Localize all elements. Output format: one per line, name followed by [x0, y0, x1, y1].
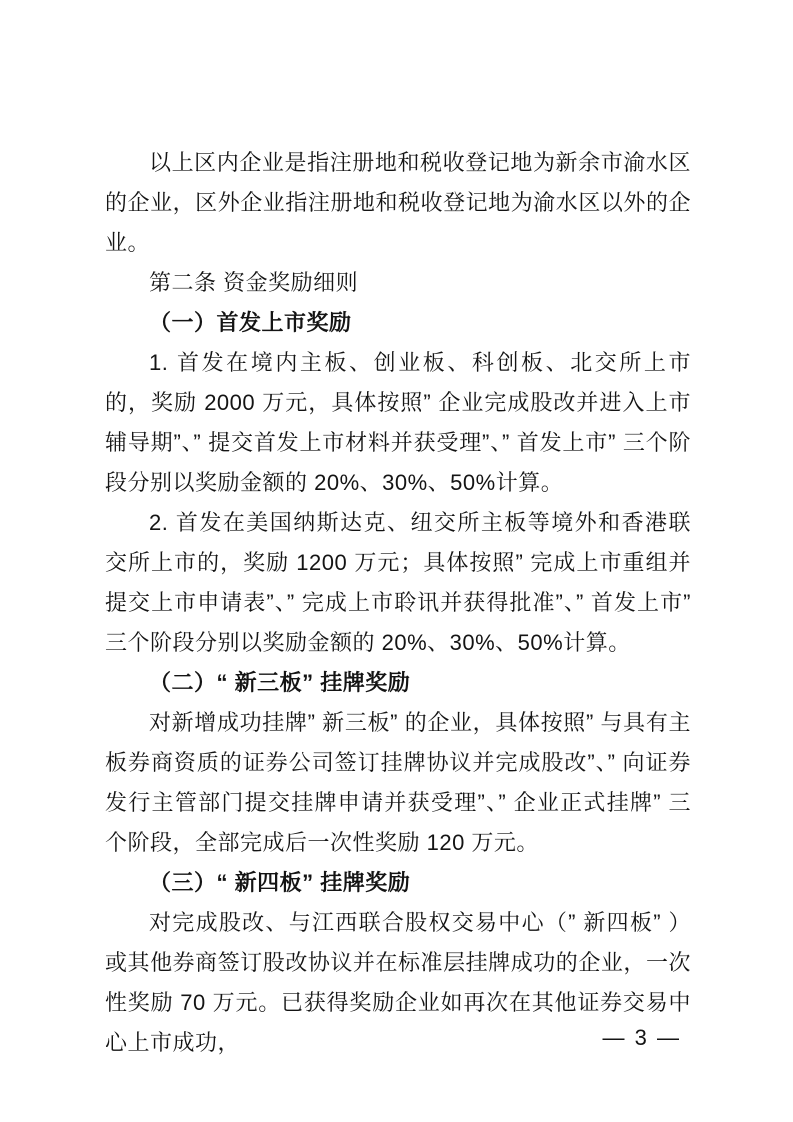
section-3-heading-regional-board-reward: （三）“ 新四板” 挂牌奖励: [149, 870, 411, 895]
section-1-heading-ipo-reward: （一）首发上市奖励: [149, 310, 352, 335]
paragraph-regional-equity-reward: 对完成股改、与江西联合股权交易中心（” 新四板” ）或其他券商签订股改协议并在标准层挂牌成功的企业，一次性奖励 70 万元。已获得奖励企业如再次在其他证券交易中心上市成功，: [105, 910, 691, 1055]
paragraph-overseas-ipo-reward: 2. 首发在美国纳斯达克、纽交所主板等境外和香港联交所上市的，奖励 1200 万元；具体按照” 完成上市重组并提交上市申请表”、” 完成上市聆讯并获得批准”、” 首发上市” 三个阶段分别以奖励金额的 20%、30%、50%计算。: [105, 510, 691, 655]
page-number: — 3 —: [602, 1025, 681, 1050]
paragraph-domestic-ipo-reward: 1. 首发在境内主板、创业板、科创板、北交所上市的，奖励 2000 万元，具体按照” 企业完成股改并进入上市辅导期”、” 提交首发上市材料并获受理”、” 首发上市” 三个阶段分别以奖励金额的 20%、30%、50%计算。: [105, 350, 691, 495]
paragraph-region-definition: 以上区内企业是指注册地和税收登记地为新余市渝水区的企业，区外企业指注册地和税收登记地为渝水区以外的企业。: [105, 150, 691, 255]
paragraph-neeq-listing-reward: 对新增成功挂牌” 新三板” 的企业，具体按照” 与具有主板券商资质的证券公司签订挂牌协议并完成股改”、” 向证券发行主管部门提交挂牌申请并获受理”、” 企业正式挂牌” 三个阶段，全部完成后一次性奖励 120 万元。: [105, 710, 691, 855]
section-2-heading-neeq-reward: （二）“ 新三板” 挂牌奖励: [149, 670, 411, 695]
article-2-heading: 第二条 资金奖励细则: [149, 270, 359, 295]
document-body: [105, 143, 691, 1063]
